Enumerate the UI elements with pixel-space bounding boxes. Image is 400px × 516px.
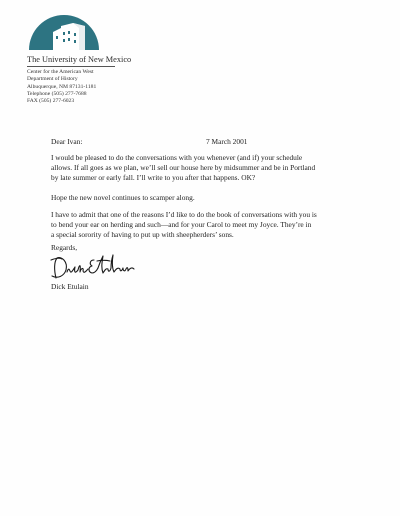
paragraph-3	[51, 210, 369, 240]
university-logo-icon	[27, 10, 101, 52]
letterhead-divider	[27, 66, 115, 67]
letterhead-address	[27, 69, 96, 105]
address-line: FAX (505) 277-6023	[27, 98, 75, 105]
paragraph-line: I have to admit that one of the reasons I’d like to do the book of conversations with you is	[51, 210, 317, 219]
paragraph-line: Hope the new novel continues to scamper along.	[51, 193, 195, 202]
paragraph-2	[51, 193, 369, 203]
paragraph-line: I would be pleased to do the conversations with you whenever (and if) your schedule	[51, 153, 303, 162]
address-line: Albuquerque, NM 87131-1181	[27, 83, 97, 90]
signer-name: Dick Etulain	[51, 282, 89, 291]
letter-date: 7 March 2001	[206, 137, 248, 146]
paragraph-1	[51, 153, 369, 183]
paragraph-line: by late summer or early fall. I’ll write to you after that happens. OK?	[51, 173, 256, 182]
paragraph-line: a special sorority of having to put up with sheepherders’ sons.	[51, 230, 234, 239]
paragraph-line: allows. If all goes as we plan, we’ll sell our house here by midsummer and be in Portland	[51, 163, 316, 172]
university-name: The University of New Mexico	[27, 55, 132, 64]
salutation: Dear Ivan:	[51, 137, 83, 146]
address-line: Telephone (505) 277-7688	[27, 90, 87, 97]
address-line: Department of History	[27, 76, 78, 83]
closing: Regards,	[51, 243, 78, 252]
address-line: Center for the American West	[27, 69, 94, 75]
paragraph-line: to bend your ear on herding and such—and for your Carol to meet my Joyce. They’re in	[51, 220, 312, 229]
handwritten-signature	[48, 252, 138, 282]
